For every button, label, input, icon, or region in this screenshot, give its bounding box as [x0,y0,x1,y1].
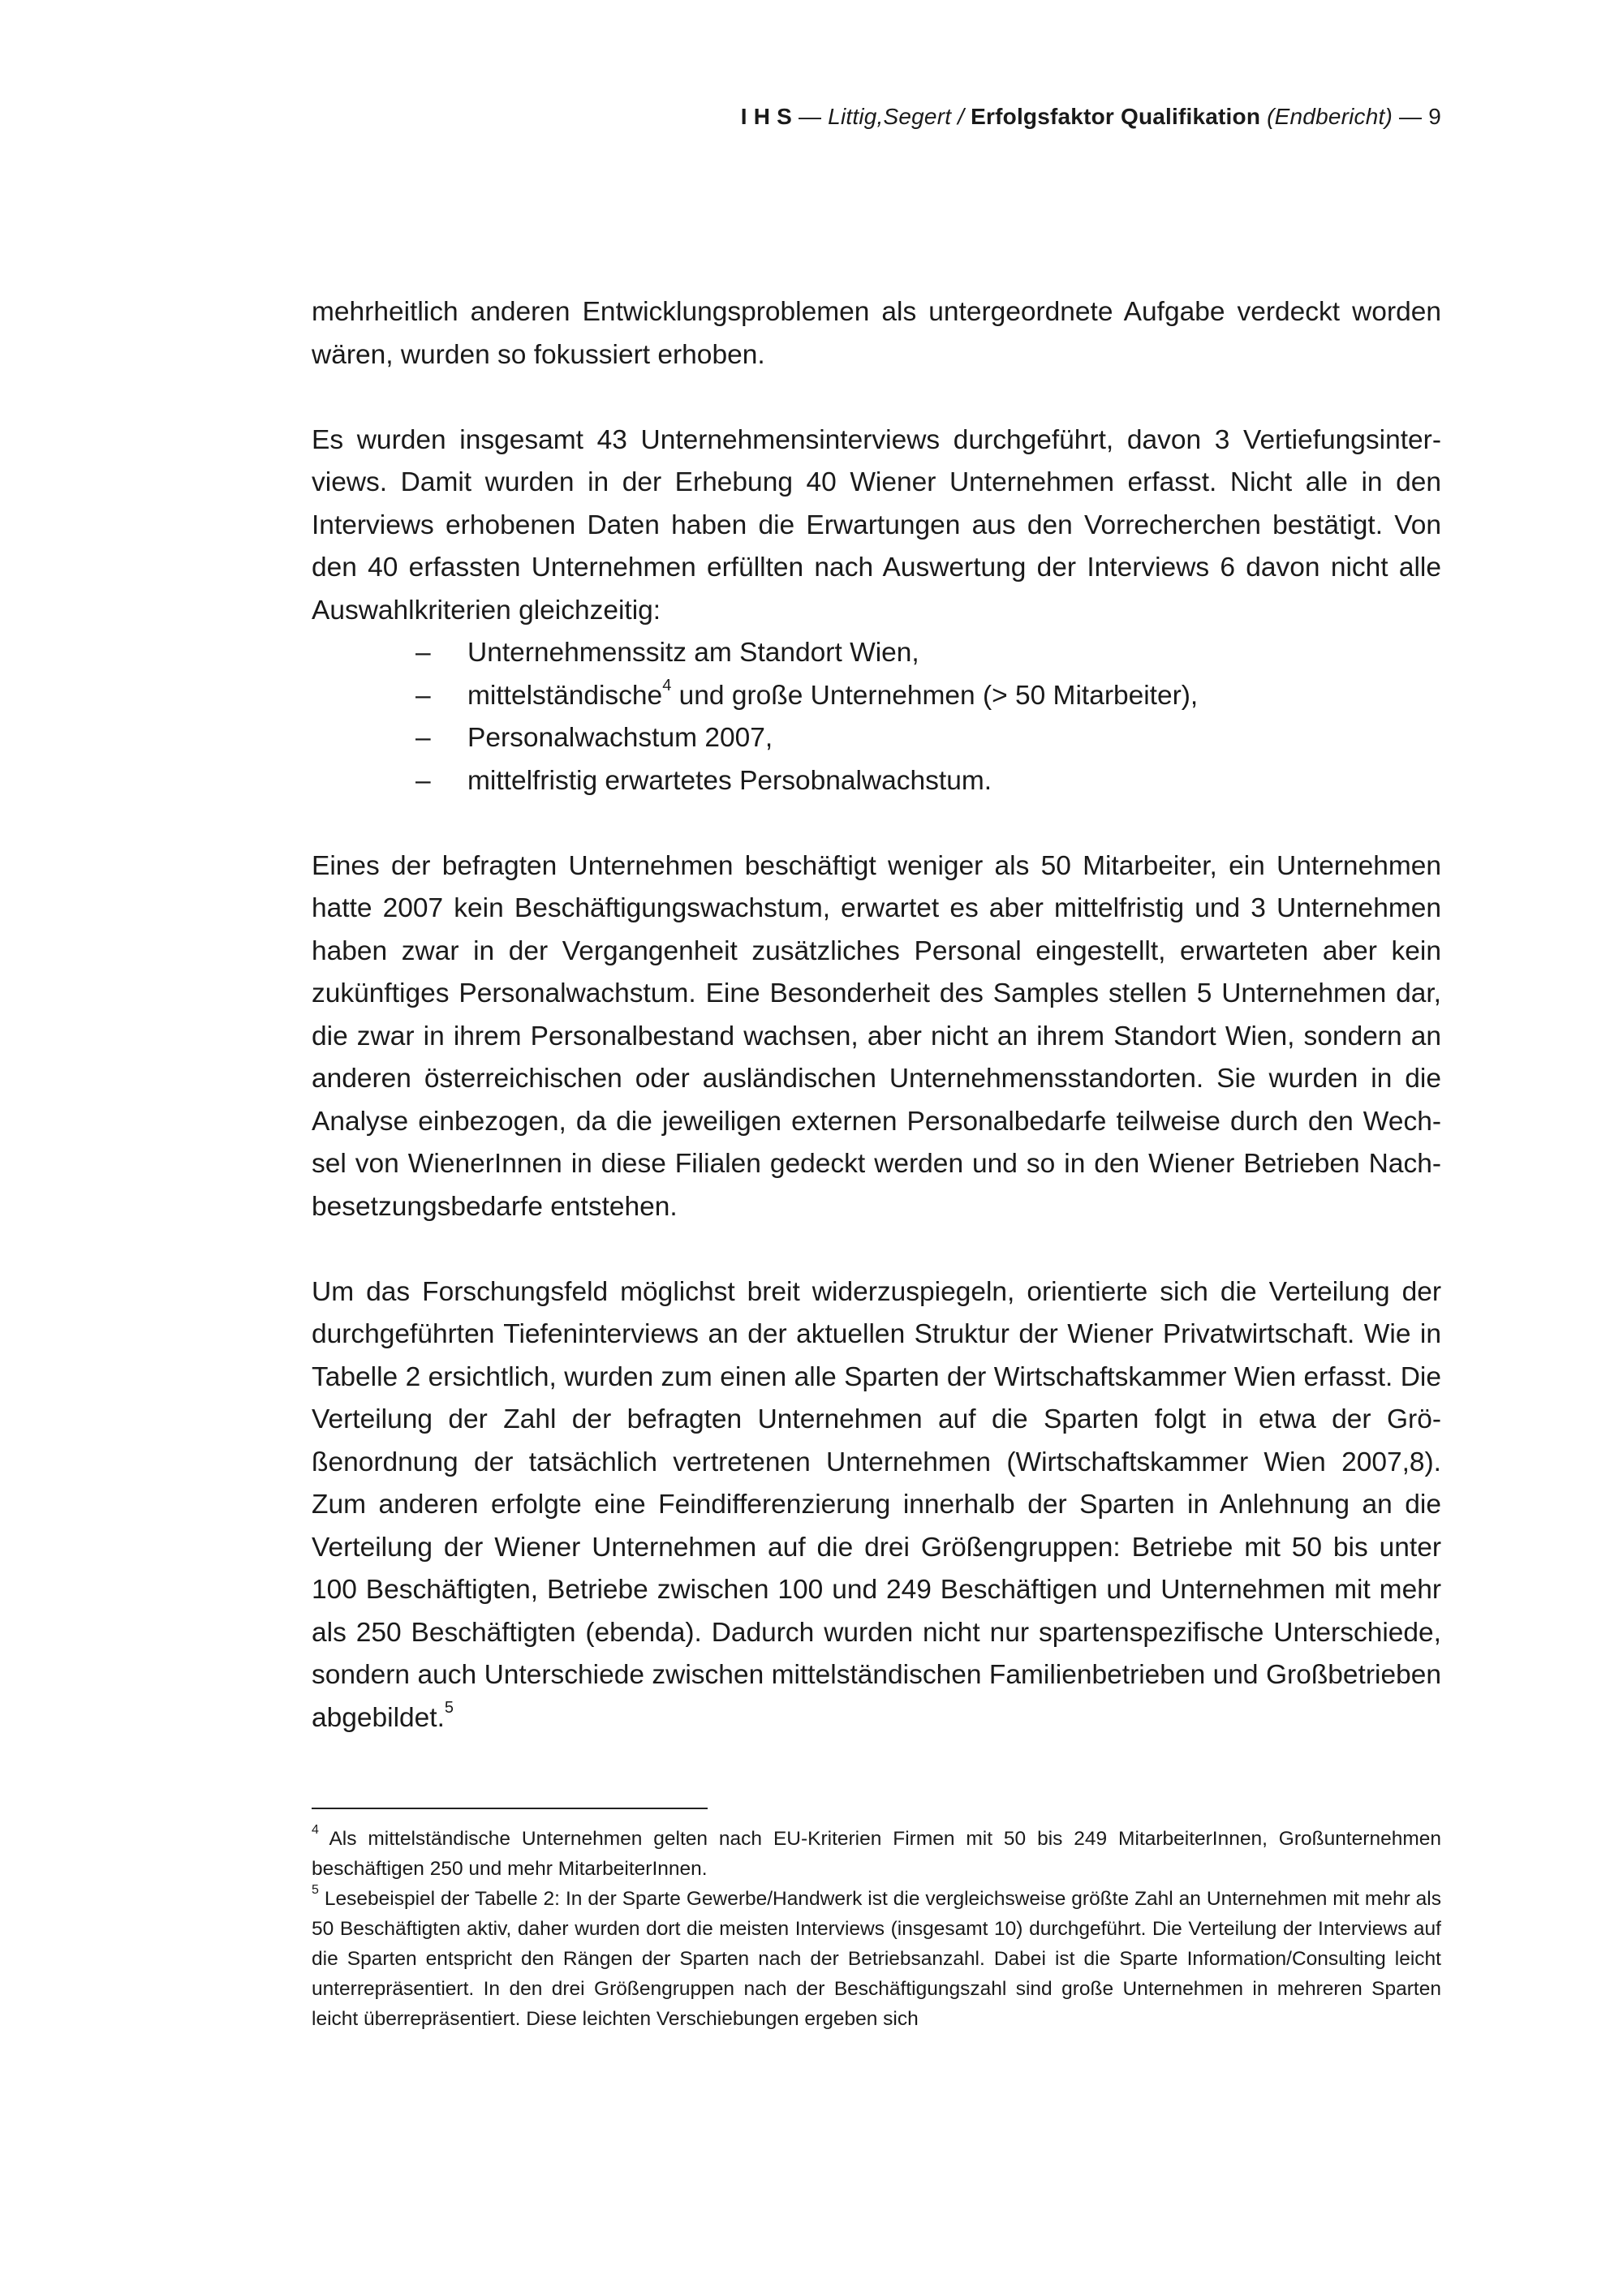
dash-bullet: – [415,765,431,796]
list-item [312,717,1441,760]
body-text [312,291,1441,1739]
footnote-mark: 4 [312,1822,319,1837]
header-separator: — [1393,104,1429,129]
paragraph-research-field [312,1271,1441,1740]
list-item-text: und große Unternehmen (> 50 Mitarbeiter), [671,680,1199,711]
footnote-text: Als mittelständische Unternehmen gelten nach EU-Kriterien Firmen mit 50 bis 249 MitarbeiterInnen, Großunternehmen beschäftigen 250 und mehr MitarbeiterInnen. [312,1828,1441,1880]
list-item-text: mittelfristig erwartetes Persobnalwachstum. [467,765,992,796]
paragraph-research-field-text: Um das Forschungsfeld möglichst breit widerzuspiegeln, orientierte sich die Verteilung der durchgeführten Tiefeninterviews an der aktuellen Struktur der Wiener Privatwirtschaft. Wie in Tabelle 2 ersichtlich, wurden zum einen alle Sparten der Wirtschaftskammer Wien erfasst. Die Verteilung der Zahl der befragten Unternehmen auf die Sparten folgt in etwa der Größenordnung der tatsächlich vertretenen Unternehmen (Wirtschaftskammer Wien 2007,8). Zum anderen erfolgte eine Feindifferenzierung innerhalb der Sparten in Anlehnung an die Verteilung der Wiener Unternehmen auf die drei Größengruppen: Betriebe mit 50 bis unter 100 Beschäftigten, Betriebe zwischen 100 und 249 Beschäftigen und Unternehmen mit mehr als 250 Beschäftigten (ebenda). Dadurch wurden nicht nur spartenspezifische Unterschiede, sondern auch Unterschiede zwischen mittelständischen Familienbetrieben und Großbetrieben abgebildet. [312,1276,1441,1733]
list-item [312,632,1441,675]
dash-bullet: – [415,723,431,753]
list-item-text: mittelständische [467,680,663,711]
paragraph-interviews: Es wurden insgesamt 43 Unternehmensinterviews durchgeführt, davon 3 Vertiefungsinterviews. Damit wurden in der Erhebung 40 Wiener Unternehmen erfasst. Nicht alle in den Interviews erhobenen Daten haben die Erwartungen aus den Vorrecherchen bestätigt. Von den 40 erfassten Unternehmen erfüllten nach Auswertung der Interviews 6 davon nicht alle Auswahlkriterien gleichzeitig: [312,424,1441,626]
list-item-text: Unternehmenssitz am Standort Wien, [467,638,919,668]
header-separator: — [792,104,829,129]
header-subtitle: (Endbericht) [1267,104,1393,129]
list-item [312,760,1441,803]
running-header [741,104,1441,130]
footnote-separator [312,1808,708,1809]
paragraph-sample: Eines der befragten Unternehmen beschäftigt weniger als 50 Mitarbeiter, ein Unternehmen hatte 2007 kein Beschäftigungswachstum, erwartet es aber mittelfristig und 3 Unternehmen haben zwar in der Vergangenheit zusätzliches Personal eingestellt, erwarteten aber kein zukünftiges Personalwachstum. Eine Besonderheit des Samples stellen 5 Unternehmen dar, die zwar in ihrem Personalbestand wachsen, aber nicht an ihrem Standort Wien, sondern an anderen österreichischen oder ausländischen Unternehmensstandorten. Sie wurden in die Analyse einbezogen, da die jeweiligen externen Personalbedarfe teilweise durch den Wechsel von WienerInnen in diese Filialen gedeckt werden und so in den Wiener Betrieben Nachbesetzungsbedarfe entstehen. [312,850,1441,1222]
list-item-text: Personalwachstum 2007, [467,723,773,753]
dash-bullet: – [415,638,431,668]
list-item [312,675,1441,718]
dash-bullet: – [415,680,431,711]
paragraph-continued: mehrheitlich anderen Entwicklungsproblemen als untergeordnete Aufgabe verdeckt worden wären, wurden so fokussiert erhoben. [312,297,1441,370]
criteria-list [312,632,1441,802]
footnote-text: Lesebeispiel der Tabelle 2: In der Sparte Gewerbe/Handwerk ist die vergleichsweise größte Zahl an Unternehmen mit mehr als 50 Beschäftigten aktiv, daher wurden dort die meisten Interviews (insgesamt 10) durchgeführt. Die Verteilung der Interviews auf die Sparten entspricht den Rängen der Sparten nach der Betriebsanzahl. Dabei ist die Sparte Information/Consulting leicht unterrepräsentiert. In den drei Größengruppen nach der Beschäftigungszahl sind große Unternehmen in mehreren Sparten leicht überrepräsentiert. Diese leichten Verschiebungen ergeben sich [312,1888,1442,2030]
page-number: 9 [1428,104,1441,129]
header-org: I H S [740,104,792,129]
footnote-ref-5[interactable]: 5 [444,1699,454,1718]
header-authors: Littig,Segert / [828,104,965,129]
footnote-ref-4[interactable]: 4 [662,677,672,695]
footnote-4 [312,1824,1441,1884]
header-title: Erfolgsfaktor Qualifikation [971,104,1261,129]
footnotes [312,1824,1441,2034]
footnote-mark: 5 [312,1882,319,1897]
footnote-5 [312,1884,1441,2034]
